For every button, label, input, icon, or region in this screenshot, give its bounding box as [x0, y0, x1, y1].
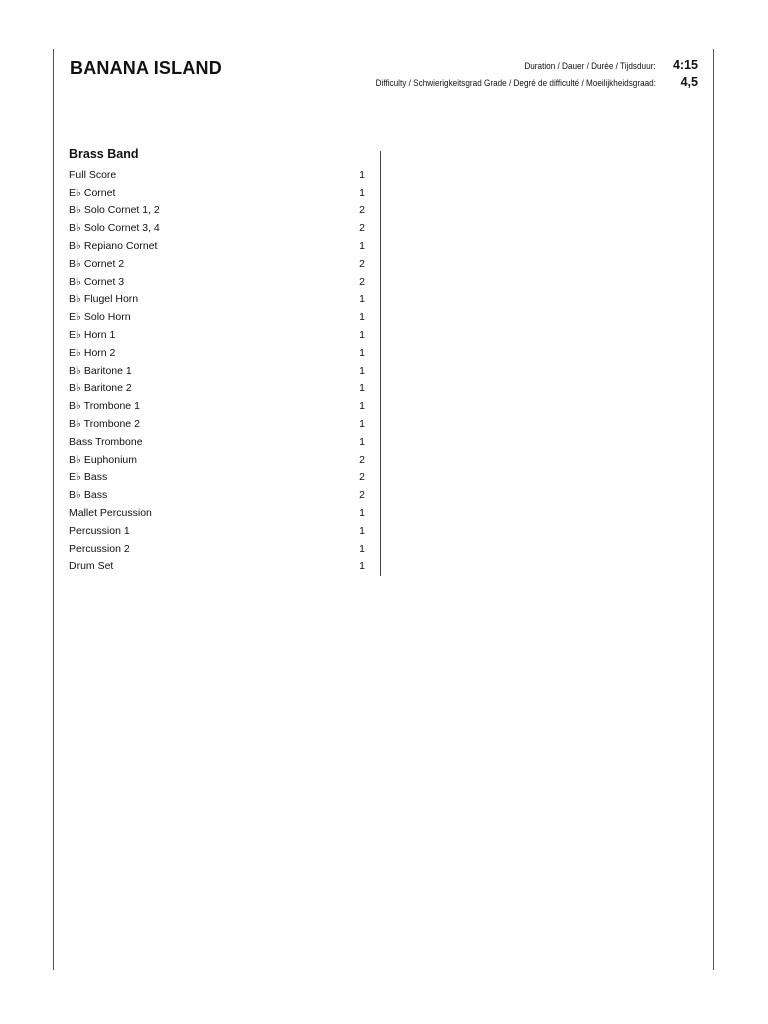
part-count: 1	[359, 418, 365, 431]
part-row	[69, 397, 369, 415]
part-row	[69, 433, 369, 451]
part-row	[69, 291, 369, 309]
part-name: B♭ Cornet 3	[69, 275, 125, 288]
part-count: 1	[359, 329, 365, 342]
part-row	[69, 362, 369, 380]
part-name: B♭ Baritone 2	[69, 382, 132, 395]
part-name: B♭ Cornet 2	[69, 257, 125, 270]
part-name: Mallet Percussion	[69, 507, 152, 520]
part-row	[69, 380, 369, 398]
part-count: 1	[359, 507, 365, 520]
part-name: B♭ Solo Cornet 1, 2	[69, 204, 160, 217]
part-count: 2	[359, 453, 365, 466]
duration-value: 4:15	[672, 58, 698, 72]
part-count: 1	[359, 542, 365, 555]
part-name: E♭ Horn 2	[69, 346, 116, 359]
part-row	[69, 504, 369, 522]
duration-label: Duration / Dauer / Durée / Tijdsduur:	[524, 61, 656, 72]
part-row	[69, 308, 369, 326]
part-name: E♭ Horn 1	[69, 329, 116, 342]
part-row	[69, 522, 369, 540]
part-count: 1	[359, 364, 365, 377]
part-count: 1	[359, 346, 365, 359]
part-count: 1	[359, 311, 365, 324]
part-row	[69, 415, 369, 433]
difficulty-row	[330, 75, 698, 89]
part-row	[69, 184, 369, 202]
part-count: 2	[359, 222, 365, 235]
part-count: 1	[359, 293, 365, 306]
part-row	[69, 326, 369, 344]
part-name: Drum Set	[69, 560, 114, 573]
part-name: B♭ Solo Cornet 3, 4	[69, 222, 160, 235]
part-row	[69, 540, 369, 558]
part-count: 1	[359, 240, 365, 253]
piece-title: BANANA ISLAND	[70, 58, 222, 78]
part-name: B♭ Trombone 2	[69, 418, 140, 431]
part-row	[69, 558, 369, 576]
part-row	[69, 273, 369, 291]
part-count: 1	[359, 560, 365, 573]
part-count: 2	[359, 257, 365, 270]
part-count: 1	[359, 186, 365, 199]
part-row	[69, 237, 369, 255]
part-row	[69, 344, 369, 362]
part-count: 2	[359, 489, 365, 502]
part-count: 2	[359, 275, 365, 288]
part-row	[69, 255, 369, 273]
part-name: Bass Trombone	[69, 435, 143, 448]
part-row	[69, 202, 369, 220]
part-name: Percussion 1	[69, 524, 130, 537]
part-count: 2	[359, 204, 365, 217]
parts-list	[69, 166, 369, 575]
part-name: Percussion 2	[69, 542, 130, 555]
part-row	[69, 166, 369, 184]
part-name: B♭ Bass	[69, 489, 108, 502]
part-count: 2	[359, 471, 365, 484]
part-row	[69, 486, 369, 504]
part-row	[69, 451, 369, 469]
part-row	[69, 469, 369, 487]
part-name: E♭ Cornet	[69, 186, 116, 199]
column-divider	[380, 151, 381, 576]
part-name: B♭ Trombone 1	[69, 400, 140, 413]
difficulty-label: Difficulty / Schwierigkeitsgrad Grade / Degré de difficulté / Moeilijkheidsgraad:	[375, 78, 656, 89]
part-count: 1	[359, 382, 365, 395]
part-name: B♭ Repiano Cornet	[69, 240, 158, 253]
part-count: 1	[359, 400, 365, 413]
ensemble-heading: Brass Band	[69, 147, 139, 161]
left-margin-rule	[53, 49, 54, 970]
part-name: B♭ Baritone 1	[69, 364, 132, 377]
part-name: B♭ Euphonium	[69, 453, 137, 466]
part-name: Full Score	[69, 168, 117, 181]
part-count: 1	[359, 435, 365, 448]
part-name: B♭ Flugel Horn	[69, 293, 139, 306]
part-count: 1	[359, 524, 365, 537]
part-name: E♭ Solo Horn	[69, 311, 131, 324]
part-name: E♭ Bass	[69, 471, 108, 484]
part-count: 1	[359, 168, 365, 181]
right-margin-rule	[713, 49, 714, 970]
duration-row	[503, 58, 698, 72]
difficulty-value: 4,5	[680, 75, 698, 89]
part-row	[69, 219, 369, 237]
